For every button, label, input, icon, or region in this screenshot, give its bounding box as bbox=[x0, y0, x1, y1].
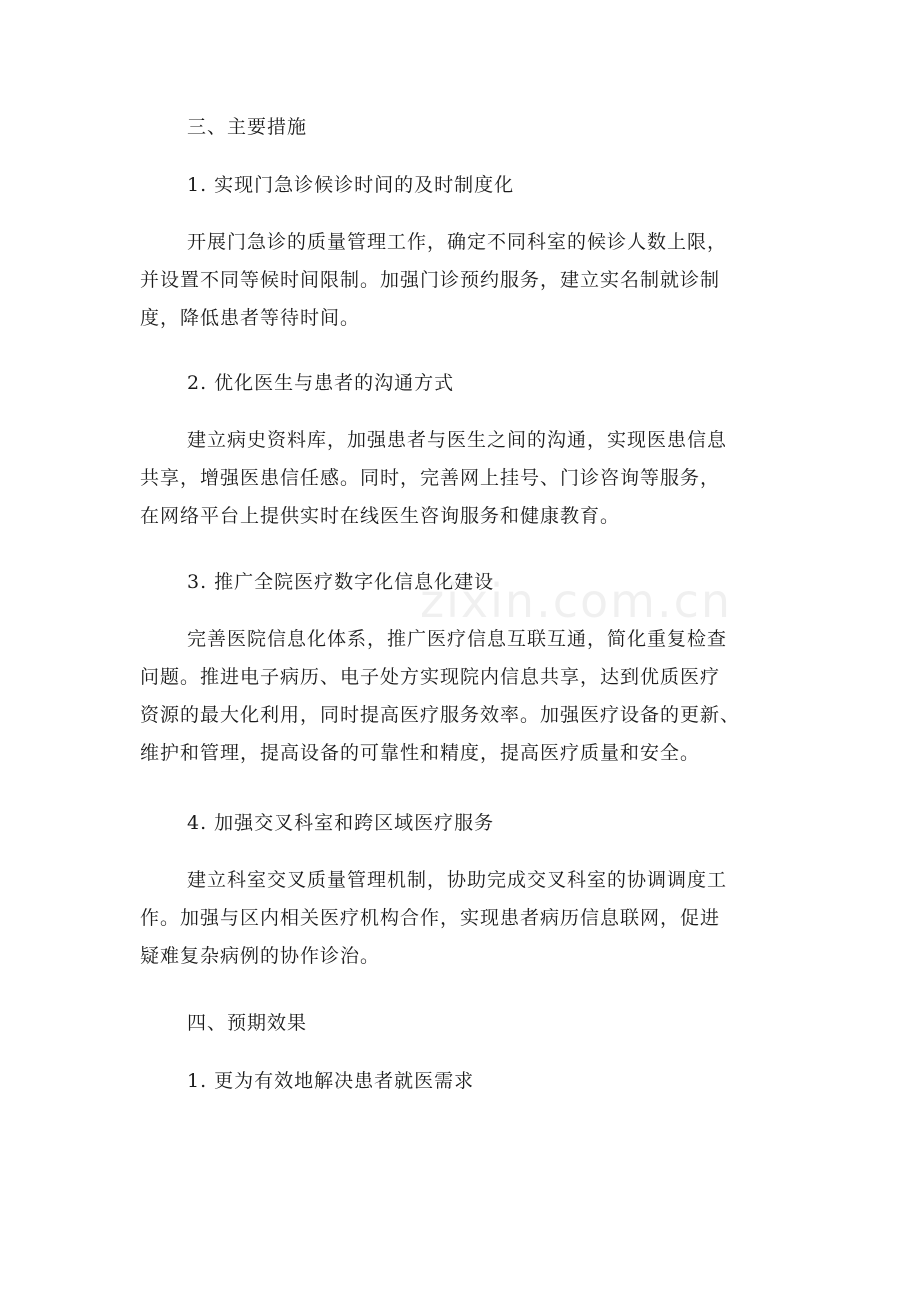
paragraph-line: 共享，增强医患信任感。同时，完善网上挂号、门诊咨询等服务， bbox=[140, 467, 721, 489]
paragraph-line: 在网络平台上提供实时在线医生咨询服务和健康教育。 bbox=[140, 505, 621, 527]
paragraph-line: 维护和管理，提高设备的可靠性和精度，提高医疗质量和安全。 bbox=[140, 742, 701, 764]
paragraph-line: 建立科室交叉质量管理机制，协助完成交叉科室的协调调度工 bbox=[187, 869, 728, 891]
paragraph-line: 度，降低患者等待时间。 bbox=[140, 307, 361, 329]
paragraph-line: 作。加强与区内相关医疗机构合作，实现患者病历信息联网，促进 bbox=[140, 907, 721, 929]
watermark-text: zixin.com.cn bbox=[420, 574, 733, 628]
paragraph-line: 资源的最大化利用，同时提高医疗服务效率。加强医疗设备的更新、 bbox=[140, 704, 741, 726]
section-heading-measures: 三、主要措施 bbox=[187, 116, 308, 138]
paragraph-line: 完善医院信息化体系，推广医疗信息互联互通，简化重复检查 bbox=[187, 628, 728, 650]
item-4-paragraph bbox=[140, 861, 780, 975]
effect-1-title: 1. 更为有效地解决患者就医需求 bbox=[187, 1070, 475, 1092]
item-2-paragraph bbox=[140, 421, 780, 535]
item-4-title: 4. 加强交叉科室和跨区域医疗服务 bbox=[187, 812, 495, 834]
paragraph-line: 问题。推进电子病历、电子处方实现院内信息共享，达到优质医疗 bbox=[140, 666, 721, 688]
item-2-title: 2. 优化医生与患者的沟通方式 bbox=[187, 372, 455, 394]
item-1-paragraph bbox=[140, 223, 780, 337]
item-3-title: 3. 推广全院医疗数字化信息化建设 bbox=[187, 571, 495, 593]
paragraph-line: 并设置不同等候时间限制。加强门诊预约服务，建立实名制就诊制 bbox=[140, 269, 721, 291]
item-1-title: 1. 实现门急诊候诊时间的及时制度化 bbox=[187, 174, 515, 196]
section-heading-expected-effects: 四、预期效果 bbox=[187, 1012, 308, 1034]
paragraph-line: 开展门急诊的质量管理工作，确定不同科室的候诊人数上限， bbox=[187, 231, 728, 253]
item-3-paragraph bbox=[140, 620, 780, 772]
paragraph-line: 疑难复杂病例的协作诊治。 bbox=[140, 945, 381, 967]
paragraph-line: 建立病史资料库，加强患者与医生之间的沟通，实现医患信息 bbox=[187, 429, 728, 451]
